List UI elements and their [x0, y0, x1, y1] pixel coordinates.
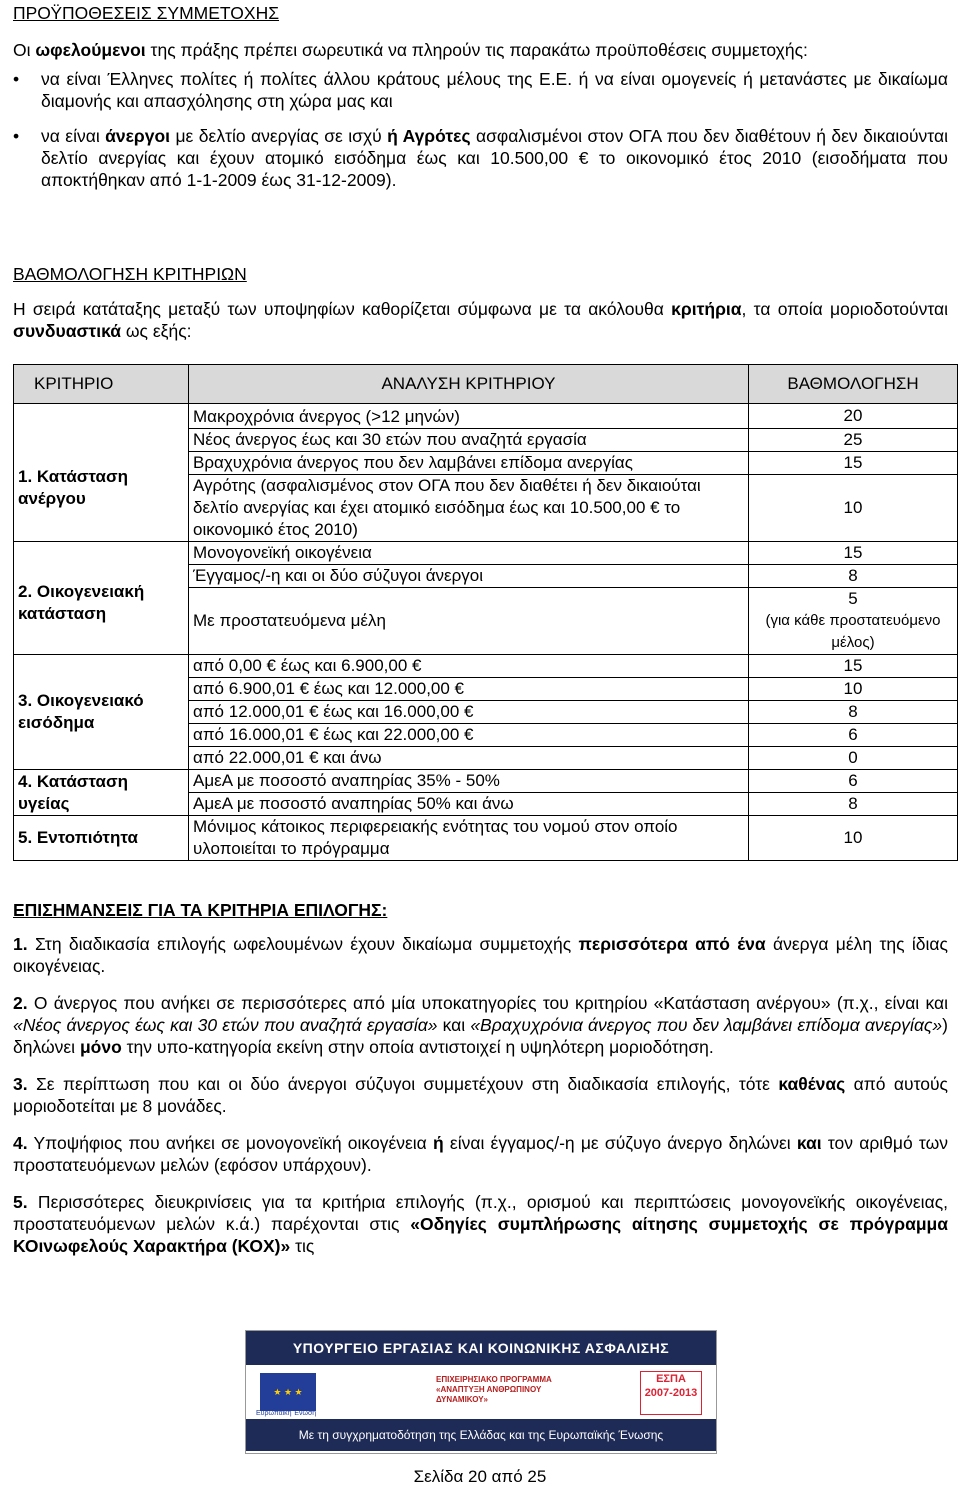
- text: ασφαλισμένοι στον ΟΓΑ που δεν διαθέτουν ή δεν δικαιούνται δελτίο ανεργίας και έχουν ατομικό εισόδημα έως και 10.500,00 € το οικονομικό έτος 2010 (εισοδήματα που αποκτήθηκαν από 1-1-2009 έως 31-12-2009).: [41, 126, 948, 190]
- criterion-desc: Μακροχρόνια άνεργος (>12 μηνών): [189, 404, 749, 429]
- eu-label: Ευρωπαϊκή Ένωση: [256, 1410, 317, 1417]
- notes-title: [13, 899, 948, 921]
- text: τις: [290, 1236, 315, 1256]
- text-bold: ή Αγρότες: [387, 126, 471, 146]
- text-bold: καθένας: [778, 1074, 846, 1094]
- text-bold: συνδυαστικά: [13, 321, 122, 341]
- text: την υπο-κατηγορία εκείνη στην οποία αντιστοιχεί η υψηλότερη μοριοδότηση.: [121, 1037, 714, 1057]
- table-row: [14, 655, 958, 678]
- table-row: [14, 770, 958, 793]
- notes-section: [13, 899, 948, 1267]
- prereq-list: [13, 68, 948, 191]
- cofunding-banner: [245, 1330, 717, 1454]
- criterion-desc: Μόνιμος κάτοικος περιφερειακής ενότητας του νομού στον οποίο υλοποιείται το πρόγραμμα: [189, 816, 749, 861]
- text: τον αριθμό των προστατευόμενων μελών (εφόσον υπάρχουν).: [13, 1133, 948, 1175]
- table-row: [14, 816, 958, 861]
- criterion-score: 5: [848, 589, 858, 608]
- text: Περισσότερες διευκρινίσεις για τα κριτήρια επιλογής (π.χ., ορισμού και περιπτώσεις μονογονεϊκής οικογένειας, προστατευόμενων μελών κ.ά.) παρέχονται στις: [13, 1192, 948, 1234]
- criterion-score: 6: [749, 724, 958, 747]
- table-header-row: [14, 365, 958, 404]
- text-bold: κριτήρια: [671, 299, 742, 319]
- scoring-intro: [13, 298, 948, 342]
- note-number: 4.: [13, 1133, 28, 1153]
- criterion-score: 15: [749, 542, 958, 565]
- note-number: 5.: [13, 1192, 28, 1212]
- page-number: Σελίδα 20 από 25: [413, 1467, 547, 1486]
- text: άνεργα μέλη της ίδιας οικογένειας.: [13, 934, 948, 976]
- criterion-desc: Έγγαμος/-η και οι δύο σύζυγοι άνεργοι: [189, 565, 749, 588]
- criterion-score: 15: [749, 452, 958, 475]
- criterion-score: 8: [749, 701, 958, 724]
- table-row: [14, 542, 958, 565]
- note-number: 2.: [13, 993, 28, 1013]
- criterion-score: 20: [749, 404, 958, 429]
- text: , τα οποία μοριοδοτούνται: [741, 299, 948, 319]
- list-item: [13, 125, 948, 191]
- scoring-section: [13, 263, 948, 342]
- criterion-score: 8: [749, 565, 958, 588]
- table-row: [14, 404, 958, 429]
- criterion-name: 5. Εντοπιότητα: [14, 816, 189, 861]
- text: με δελτίο ανεργίας σε ισχύ: [170, 126, 388, 146]
- text-bold: και: [796, 1133, 822, 1153]
- criterion-name: 3. Οικογενειακό εισόδημα: [14, 655, 189, 770]
- criteria-table: [13, 364, 958, 861]
- text: Η σειρά κατάταξης μεταξύ των υποψηφίων καθορίζεται σύμφωνα με τα ακόλουθα: [13, 299, 672, 319]
- criterion-desc: Αγρότης (ασφαλισμένος στον ΟΓΑ που δεν διαθέτει ή δεν δικαιούται δελτίο ανεργίας και έχει ατομικό εισόδημα έως και 10.500,00 € το οικονομικό έτος 2010): [189, 475, 749, 542]
- criterion-score: 6: [749, 770, 958, 793]
- header-cell: ΑΝΑΛΥΣΗ ΚΡΙΤΗΡΙΟΥ: [189, 365, 749, 404]
- note-number: 3.: [13, 1074, 28, 1094]
- note-3: [13, 1073, 948, 1117]
- criterion-desc: από 16.000,01 € έως και 22.000,00 €: [189, 724, 749, 747]
- list-item: • να είναι Έλληνες πολίτες ή πολίτες άλλου κράτους μέλους της Ε.Ε. ή να είναι ομογενείς ή μετανάστες με δικαίωμα διαμονής και απασχόλησης στη χώρα μας και: [13, 68, 948, 112]
- criterion-score: 8: [749, 793, 958, 816]
- criterion-desc: από 0,00 € έως και 6.900,00 €: [189, 655, 749, 678]
- text: από αυτούς μοριοδοτείται με 8 μονάδες.: [13, 1074, 948, 1116]
- note-5: [13, 1191, 948, 1257]
- text-bold: ή: [433, 1133, 444, 1153]
- criterion-desc: Βραχυχρόνια άνεργος που δεν λαμβάνει επίδομα ανεργίας: [189, 452, 749, 475]
- criterion-desc: από 12.000,01 € έως και 16.000,00 €: [189, 701, 749, 724]
- text: Υποψήφιος που ανήκει σε μονογονεϊκή οικογένεια: [27, 1133, 434, 1153]
- text: Στη διαδικασία επιλογής ωφελουμένων έχουν δικαίωμα συμμετοχής: [27, 934, 579, 954]
- scoring-title: ΒΑΘΜΟΛΟΓΗΣΗ ΚΡΙΤΗΡΙΩΝ: [13, 264, 247, 284]
- note-number: 1.: [13, 934, 28, 954]
- text-bold: άνεργοι: [105, 126, 171, 146]
- text-italic: «Βραχυχρόνια άνεργος που δεν λαμβάνει επίδομα ανεργίας»: [470, 1015, 943, 1035]
- prereq-title: ΠΡΟΫΠΟΘΕΣΕΙΣ ΣΥΜΜΕΤΟΧΗΣ: [13, 3, 280, 23]
- text-bold: περισσότερα από ένα: [578, 934, 766, 954]
- text-bold: ΕΠΙΣΗΜΑΝΣΕΙΣ ΓΙΑ ΤΑ ΚΡΙΤΗΡΙΑ ΕΠΙΛΟΓΗΣ:: [13, 900, 388, 920]
- criterion-desc: Νέος άνεργος έως και 30 ετών που αναζητά εργασία: [189, 429, 749, 452]
- note-2: [13, 992, 948, 1058]
- criterion-score: 0: [749, 747, 958, 770]
- op-logo: ΕΠΙΧΕΙΡΗΣΙΑΚΟ ΠΡΟΓΡΑΜΜΑ «ΑΝΑΠΤΥΞΗ ΑΝΘΡΩΠΙΝΟΥ ΔΥΝΑΜΙΚΟΥ»: [436, 1375, 552, 1404]
- text: ) δηλώνει: [13, 1015, 948, 1057]
- criterion-desc: από 22.000,01 € και άνω: [189, 747, 749, 770]
- note-4: [13, 1132, 948, 1176]
- criterion-score: 15: [749, 655, 958, 678]
- criterion-score: 10: [749, 816, 958, 861]
- espa-logo: ΕΣΠΑ 2007-2013: [640, 1371, 702, 1415]
- text-bold: «Οδηγίες συμπλήρωσης αίτησης συμμετοχής σε πρόγραμμα ΚΟινωφελούς Χαρακτήρα (ΚΟΧ)»: [13, 1214, 949, 1256]
- criterion-desc: Μονογονεϊκή οικογένεια: [189, 542, 749, 565]
- ministry-title: ΥΠΟΥΡΓΕΙΟ ΕΡΓΑΣΙΑΣ ΚΑΙ ΚΟΙΝΩΝΙΚΗΣ ΑΣΦΑΛΙΣΗΣ: [246, 1331, 716, 1365]
- criterion-score-note: (για κάθε προστατευόμενο μέλος): [765, 612, 941, 651]
- text-italic: «Νέος άνεργος έως και 30 ετών που αναζητά εργασία»: [13, 1015, 438, 1035]
- text: είναι έγγαμος/-η με σύζυγο άνεργο δηλώνει: [443, 1133, 797, 1153]
- prereq-intro: [13, 39, 948, 61]
- eu-flag-icon: ★ ★ ★: [260, 1373, 316, 1411]
- text: της πράξης πρέπει σωρευτικά να πληρούν τις παρακάτω προϋποθέσεις συμμετοχής:: [145, 40, 808, 60]
- text: Ο άνεργος που ανήκει σε περισσότερες από μία υποκατηγορίες του κριτηρίου «Κατάσταση ανέργου» (π.χ., είναι και: [27, 993, 948, 1013]
- criterion-name: 2. Οικογενειακή κατάσταση: [14, 542, 189, 655]
- criterion-score: 10: [749, 475, 958, 542]
- criterion-desc: Με προστατευόμενα μέλη: [189, 588, 749, 655]
- criterion-score: 10: [749, 678, 958, 701]
- text: ως εξής:: [121, 321, 192, 341]
- cofunding-text: Με τη συγχρηματοδότηση της Ελλάδας και της Ευρωπαϊκής Ένωσης: [246, 1419, 716, 1451]
- criterion-score: 25: [749, 429, 958, 452]
- prereq-section: [13, 2, 948, 191]
- header-cell: ΚΡΙΤΗΡΙΟ: [14, 365, 189, 404]
- text: και: [437, 1015, 471, 1035]
- note-1: [13, 933, 948, 977]
- logos-strip: [246, 1365, 716, 1419]
- criterion-score-cell: [749, 588, 958, 655]
- text: Σε περίπτωση που και οι δύο άνεργοι σύζυγοι συμμετέχουν στη διαδικασία επιλογής, τότε: [27, 1074, 779, 1094]
- criterion-desc: από 6.900,01 € έως και 12.000,00 €: [189, 678, 749, 701]
- text: να είναι: [41, 126, 106, 146]
- text: Οι: [13, 40, 36, 60]
- text-bold: ωφελούμενοι: [35, 40, 146, 60]
- criterion-desc: ΑμεΑ με ποσοστό αναπηρίας 35% - 50%: [189, 770, 749, 793]
- header-cell: ΒΑΘΜΟΛΟΓΗΣΗ: [749, 365, 958, 404]
- criterion-name: 4. Κατάσταση υγείας: [14, 770, 189, 816]
- criterion-desc: ΑμεΑ με ποσοστό αναπηρίας 50% και άνω: [189, 793, 749, 816]
- criterion-name: 1. Κατάσταση ανέργου: [14, 404, 189, 542]
- text-bold: μόνο: [79, 1037, 122, 1057]
